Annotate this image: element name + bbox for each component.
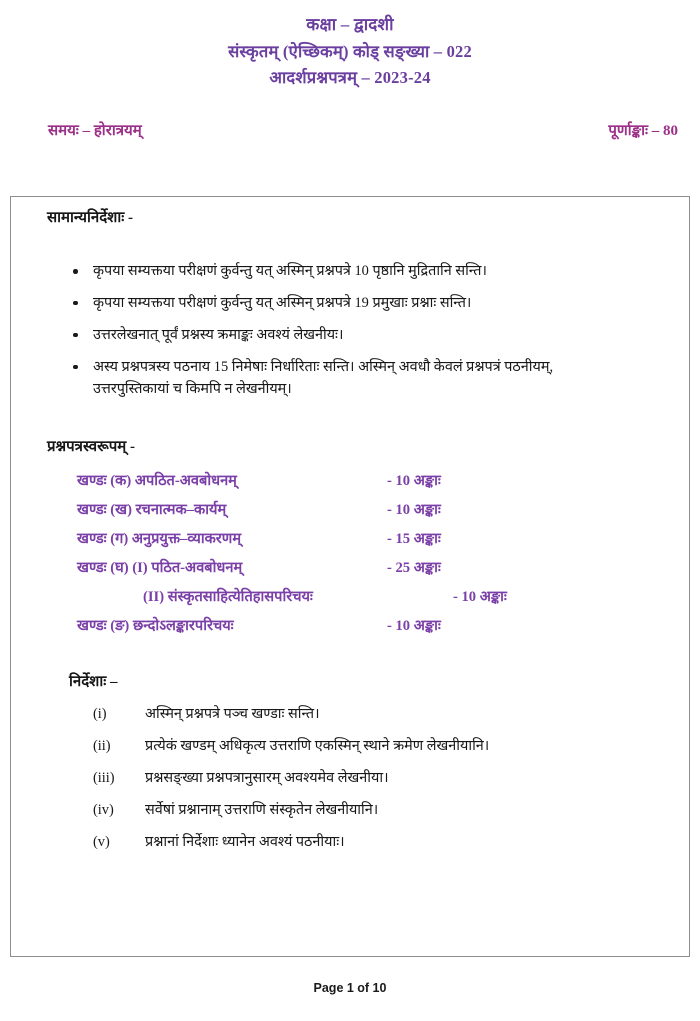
table-row	[77, 528, 671, 548]
list-item	[93, 736, 671, 755]
section-label: खण्डः (घ) (I) पठित-अवबोधनम्	[77, 560, 243, 577]
directions-list	[69, 704, 671, 851]
general-instructions-list	[47, 261, 671, 400]
exam-duration: समयः – होरात्रयम्	[48, 122, 142, 139]
direction-number: (v)	[93, 834, 110, 851]
paper-structure-section	[47, 436, 671, 635]
list-item	[93, 832, 671, 851]
section-label: (II) संस्कृतसाहित्येतिहासपरिचयः	[143, 589, 313, 606]
page-title-class: कक्षा – द्वादशी	[306, 15, 394, 34]
page-number-label: Page 1 of 10	[313, 981, 387, 995]
direction-number: (iii)	[93, 770, 115, 787]
page-title-subject-code: संस्कृतम् (ऐच्छिकम्) कोड् सङ्ख्या – 022	[228, 41, 472, 61]
document-title-block	[0, 0, 700, 92]
direction-number: (ii)	[93, 738, 111, 755]
table-row	[77, 615, 671, 635]
direction-number: (iv)	[93, 802, 114, 819]
direction-text: प्रश्नानां निर्देशाः ध्यानेन अवश्यं पठनीयाः।	[145, 834, 345, 851]
directions-heading: निर्देशाः –	[69, 674, 118, 691]
list-item	[93, 704, 671, 723]
directions-section	[47, 671, 671, 851]
section-marks: - 10 अङ्काः	[387, 618, 441, 635]
section-marks: - 15 अङ्काः	[387, 531, 441, 548]
section-label: खण्डः (क) अपठित-अवबोधनम्	[77, 473, 237, 490]
section-marks: - 10 अङ्काः	[453, 589, 507, 606]
instruction-text-continuation: उत्तरपुस्तिकायां च किमपि न लेखनीयम्।	[93, 380, 292, 397]
table-row	[77, 499, 671, 519]
direction-text: अस्मिन् प्रश्नपत्रे पञ्च खण्डाः सन्ति।	[145, 706, 320, 723]
table-row	[77, 557, 671, 577]
list-item	[93, 800, 671, 819]
direction-text: प्रश्नसङ्ख्या प्रश्नपत्रानुसारम् अवश्यमेव लेखनीया।	[145, 770, 389, 787]
list-item	[69, 293, 671, 315]
section-label: खण्डः (ख) रचनात्मक–कार्यम्	[77, 502, 227, 519]
section-marks: - 10 अङ्काः	[387, 502, 441, 519]
list-item	[93, 768, 671, 787]
list-item	[69, 357, 671, 401]
instruction-text: अस्य प्रश्नपत्रस्य पठनाय 15 निमेषाः निर्धारिताः सन्ति। अस्मिन् अवधौ केवलं प्रश्नपत्रं पठनीयम्,	[93, 358, 554, 375]
instructions-box	[10, 196, 690, 957]
paper-structure-heading: प्रश्नपत्रस्वरूपम् -	[47, 439, 136, 456]
section-marks: - 25 अङ्काः	[387, 560, 441, 577]
page-footer	[0, 981, 700, 995]
section-marks: - 10 अङ्काः	[387, 473, 441, 490]
exam-max-marks: पूर्णाङ्काः – 80	[608, 122, 678, 139]
section-label: खण्डः (ग) अनुप्रयुक्त–व्याकरणम्	[77, 531, 242, 548]
direction-text: सर्वेषां प्रश्नानाम् उत्तराणि संस्कृतेन लेखनीयानि।	[145, 802, 379, 819]
section-label: खण्डः (ङ) छन्दोऽलङ्कारपरिचयः	[77, 618, 234, 635]
list-item	[69, 261, 671, 283]
page-title-paper-year: आदर्शप्रश्नपत्रम् – 2023-24	[269, 68, 431, 88]
instruction-text: उत्तरलेखनात् पूर्वं प्रश्नस्य क्रमाङ्कः अवश्यं लेखनीयः।	[93, 326, 344, 343]
paper-structure-list	[47, 470, 671, 635]
direction-number: (i)	[93, 706, 107, 723]
exam-meta-row	[0, 120, 700, 140]
instruction-text: कृपया सम्यक्तया परीक्षणं कुर्वन्तु यत् अस्मिन् प्रश्नपत्रे 10 पृष्ठानि मुद्रितानि सन्ति।	[93, 263, 487, 279]
table-row	[77, 586, 671, 606]
instruction-text: कृपया सम्यक्तया परीक्षणं कुर्वन्तु यत् अस्मिन् प्रश्नपत्रे 19 प्रमुखाः प्रश्नाः सन्ति।	[93, 294, 472, 311]
direction-text: प्रत्येकं खण्डम् अधिकृत्य उत्तराणि एकस्मिन् स्थाने क्रमेण लेखनीयानि।	[145, 738, 490, 755]
list-item	[69, 325, 671, 347]
general-instructions-heading: सामान्यनिर्देशाः -	[47, 210, 134, 226]
table-row	[77, 470, 671, 490]
